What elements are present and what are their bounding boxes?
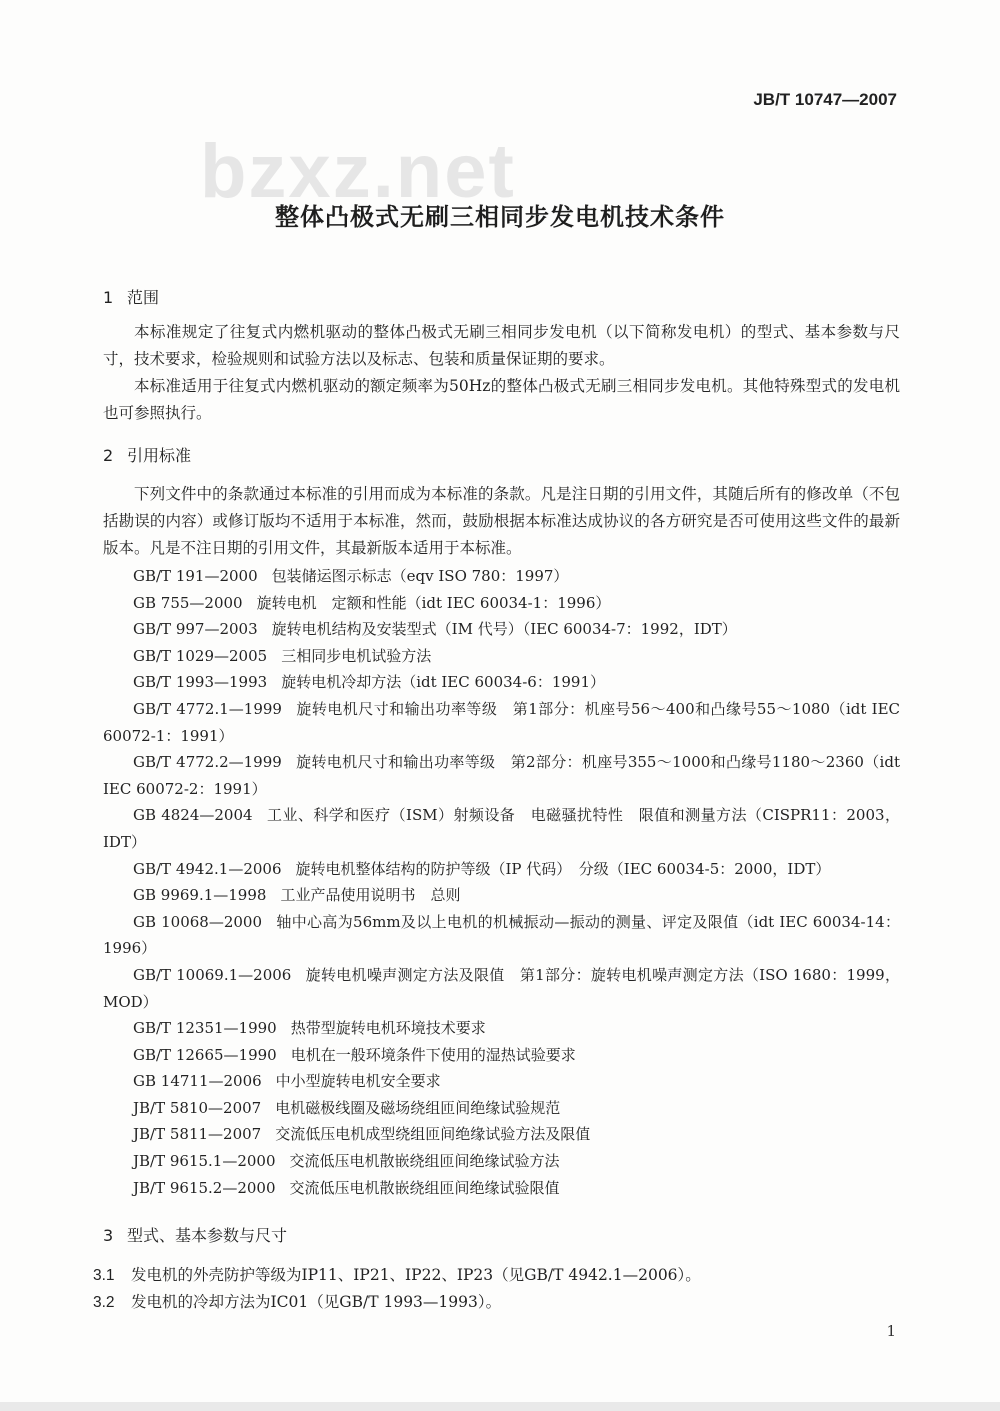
clause-number: 3.1	[93, 1267, 115, 1284]
reference-item	[103, 802, 900, 855]
reference-code: GB/T 191—2000	[133, 567, 258, 585]
reference-title: 三相同步电机试验方法	[281, 646, 432, 665]
reference-code: GB/T 10069.1—2006	[133, 965, 292, 984]
reference-title: 包装储运图示标志（eqv ISO 780：1997）	[271, 567, 569, 585]
reference-code: GB/T 997—2003	[133, 620, 258, 639]
reference-item	[103, 909, 900, 962]
reference-item	[103, 962, 900, 1015]
reference-code: GB/T 4772.1—1999	[133, 699, 282, 718]
reference-item	[103, 1068, 900, 1095]
section-2-number: 2	[103, 446, 114, 465]
section-1-heading	[103, 285, 159, 308]
reference-code: GB/T 1993—1993	[133, 673, 268, 692]
reference-item	[103, 696, 900, 749]
page-number: 1	[886, 1322, 896, 1340]
reference-code: GB/T 12351—1990	[133, 1019, 277, 1038]
section-2-title: 引用标准	[127, 446, 192, 465]
reference-title: 工业、科学和医疗（ISM）射频设备 电磁骚扰特性 限值和测量方法（CISPR11：2003，IDT）	[103, 806, 901, 851]
page-bottom-edge	[0, 1402, 1000, 1411]
reference-code: JB/T 9615.1—2000	[133, 1152, 276, 1171]
section-3-title: 型式、基本参数与尺寸	[127, 1226, 288, 1245]
reference-item	[103, 1042, 900, 1069]
scope-paragraph-1: 本标准规定了往复式内燃机驱动的整体凸极式无刷三相同步发电机（以下简称发电机）的型式、基本参数与尺寸，技术要求，检验规则和试验方法以及标志、包装和质量保证期的要求。	[103, 323, 900, 368]
section-3-number: 3	[103, 1226, 114, 1245]
reference-title: 旋转电机整体结构的防护等级（IP 代码） 分级（IEC 60034-5：2000，IDT）	[295, 859, 831, 878]
references-intro: 下列文件中的条款通过本标准的引用而成为本标准的条款。凡是注日期的引用文件，其随后所有的修改单（不包括勘误的内容）或修订版均不适用于本标准，然而，鼓励根据本标准达成协议的各方研究是否可使用这些文件的最新版本。凡是不注日期的引用文件，其最新版本适用于本标准。	[103, 485, 900, 557]
reference-item	[103, 882, 900, 909]
reference-item	[103, 1148, 900, 1175]
reference-title: 电机在一般环境条件下使用的湿热试验要求	[290, 1045, 576, 1064]
reference-code: GB/T 1029—2005	[133, 646, 268, 665]
reference-code: JB/T 9615.2—2000	[133, 1178, 276, 1197]
section-2-heading	[103, 443, 191, 466]
reference-item	[103, 643, 900, 670]
reference-item	[103, 563, 900, 590]
reference-code: GB/T 12665—1990	[133, 1045, 277, 1064]
standard-code: JB/T 10747—2007	[753, 90, 897, 109]
reference-item	[103, 590, 900, 617]
references-list	[103, 563, 900, 1201]
reference-title: 工业产品使用说明书 总则	[280, 886, 461, 905]
reference-item	[103, 1175, 900, 1202]
reference-code: GB 14711—2006	[133, 1072, 262, 1091]
reference-title: 旋转电机 定额和性能（idt IEC 60034-1：1996）	[256, 593, 611, 612]
reference-code: GB 755—2000	[133, 593, 243, 612]
reference-title: 旋转电机尺寸和输出功率等级 第1部分：机座号56～400和凸缘号55～1080（idt IEC 60072-1：1991）	[103, 699, 900, 745]
section-3-heading	[103, 1223, 287, 1246]
clause-3-1	[93, 1263, 701, 1285]
watermark: bzxz.net	[200, 129, 516, 214]
section-1-title: 范围	[127, 288, 160, 307]
clause-text: 发电机的外壳防护等级为IP11、IP21、IP22、IP23（见GB/T 4942.1—2006）。	[131, 1266, 701, 1284]
reference-title: 交流低压电机散嵌绕组匝间绝缘试验限值	[289, 1178, 560, 1197]
clause-3-2	[93, 1290, 501, 1312]
reference-title: 旋转电机尺寸和输出功率等级 第2部分：机座号355～1000和凸缘号1180～2360（idt IEC 60072-2：1991）	[103, 753, 900, 798]
reference-code: JB/T 5811—2007	[133, 1125, 262, 1144]
reference-title: 旋转电机噪声测定方法及限值 第1部分：旋转电机噪声测定方法（ISO 1680：1999，MOD）	[103, 965, 900, 1011]
page-title: 整体凸极式无刷三相同步发电机技术条件	[275, 203, 725, 231]
reference-item	[103, 1095, 900, 1122]
section-1-number: 1	[103, 288, 114, 307]
reference-title: 交流低压电机散嵌绕组匝间绝缘试验方法	[289, 1152, 560, 1171]
reference-title: 热带型旋转电机环境技术要求	[290, 1019, 486, 1038]
reference-title: 轴中心高为56mm及以上电机的机械振动—振动的测量、评定及限值（idt IEC 60034-14：1996）	[103, 912, 900, 958]
reference-item	[103, 669, 900, 696]
reference-item	[103, 616, 900, 643]
reference-title: 旋转电机冷却方法（idt IEC 60034-6：1991）	[281, 673, 606, 692]
reference-code: GB/T 4942.1—2006	[133, 859, 282, 878]
clause-number: 3.2	[93, 1294, 115, 1311]
reference-code: GB 4824—2004	[133, 806, 253, 825]
reference-item	[103, 1121, 900, 1148]
clause-text: 发电机的冷却方法为IC01（见GB/T 1993—1993）。	[131, 1293, 502, 1311]
scope-paragraph-2: 本标准适用于往复式内燃机驱动的额定频率为50Hz的整体凸极式无刷三相同步发电机。其他特殊型式的发电机也可参照执行。	[103, 377, 900, 422]
reference-code: JB/T 5810—2007	[133, 1098, 262, 1117]
reference-item	[103, 749, 900, 802]
reference-code: GB 10068—2000	[133, 912, 263, 931]
reference-item	[103, 856, 900, 883]
reference-title: 中小型旋转电机安全要求	[275, 1072, 441, 1091]
reference-title: 旋转电机结构及安装型式（IM 代号）（IEC 60034-7：1992，IDT）	[271, 620, 737, 639]
reference-title: 电机磁极线圈及磁场绕组匝间绝缘试验规范	[275, 1098, 561, 1117]
reference-code: GB/T 4772.2—1999	[133, 753, 282, 772]
reference-item	[103, 1015, 900, 1042]
reference-title: 交流低压电机成型绕组匝间绝缘试验方法及限值	[275, 1125, 591, 1144]
reference-code: GB 9969.1—1998	[133, 886, 267, 905]
